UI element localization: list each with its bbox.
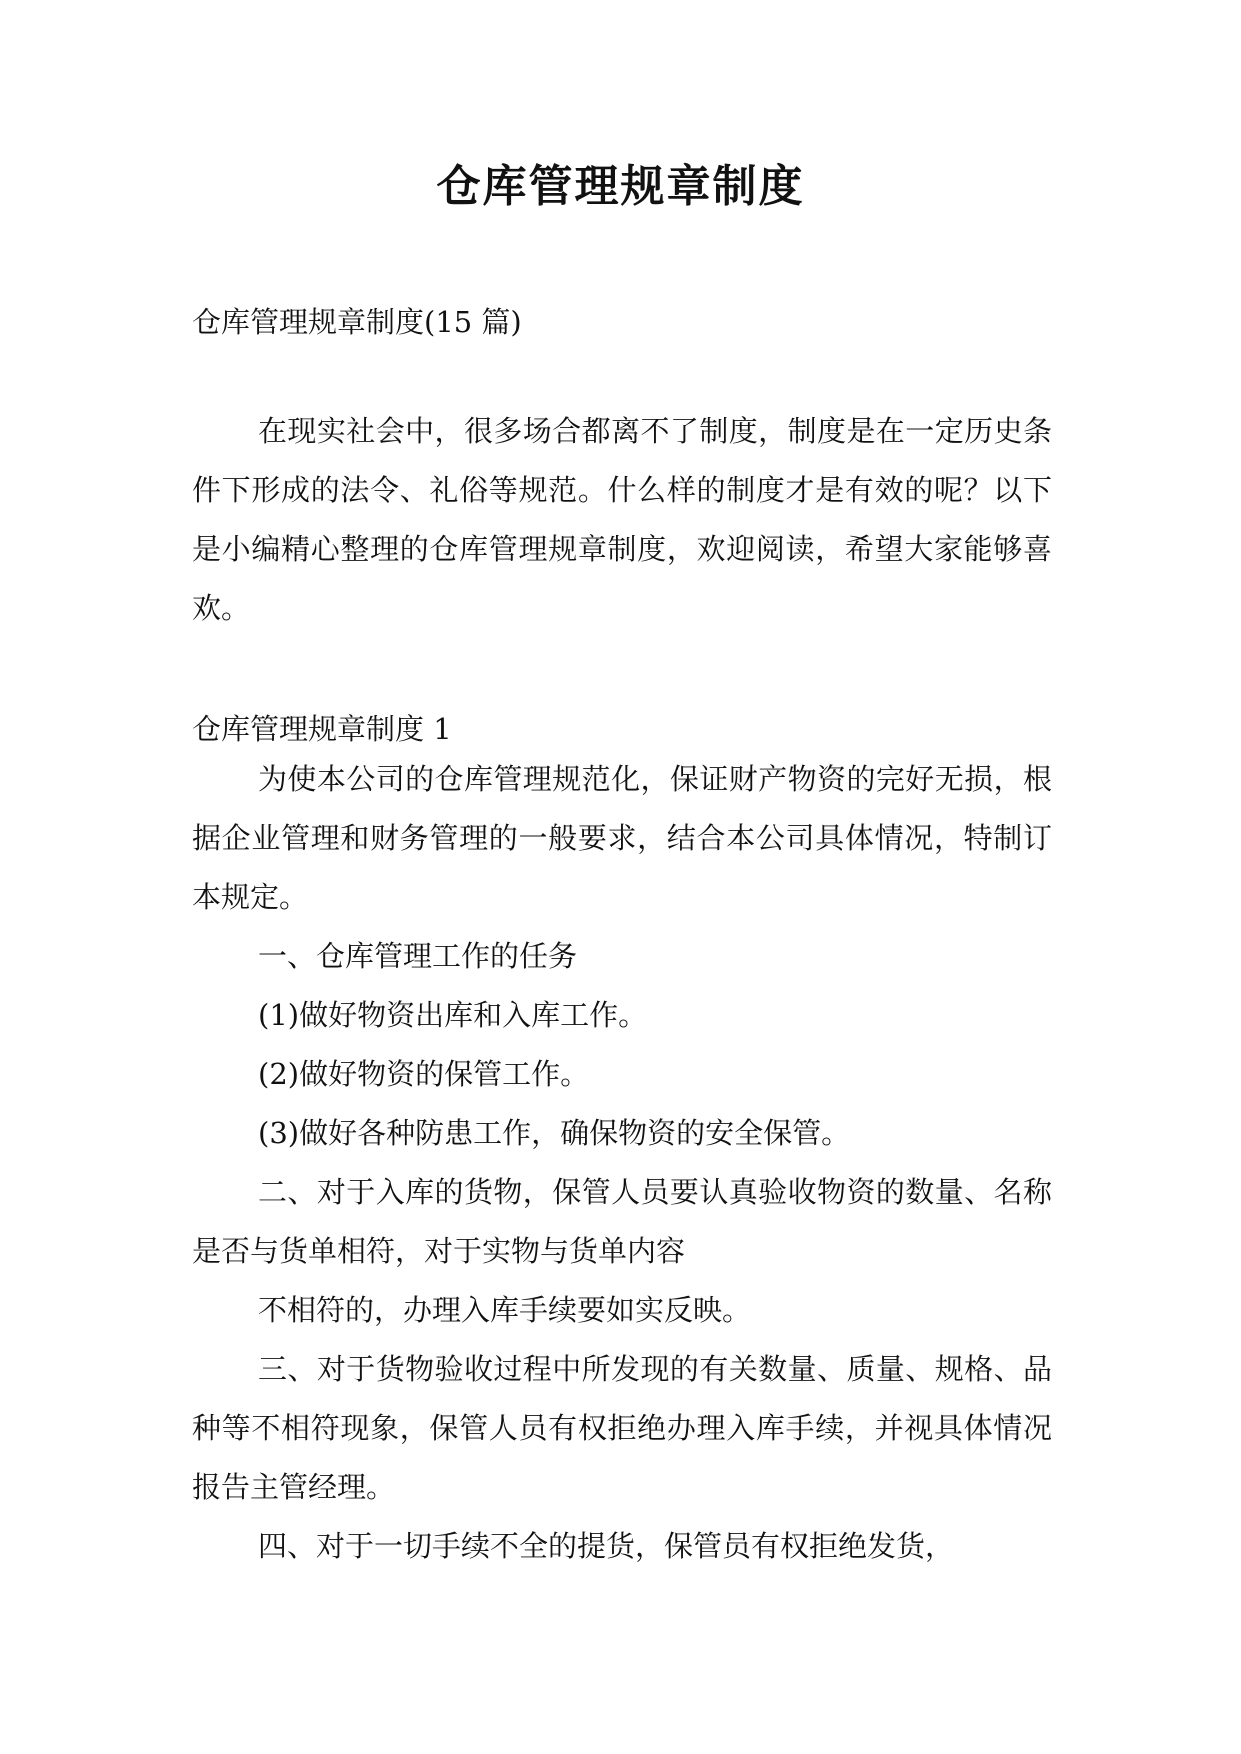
document-title: 仓库管理规章制度: [436, 161, 805, 212]
paragraph: 四、对于一切手续不全的提货，保管员有权拒绝发货，: [258, 1529, 955, 1563]
paragraph: (3)做好各种防患工作，确保物资的安全保管。: [258, 1116, 851, 1150]
intro-paragraph: 在现实社会中，很多场合都离不了制度，制度是在一定历史条件下形成的法令、礼俗等规范。什么样的制度才是有效的呢？以下是小编精心整理的仓库管理规章制度，欢迎阅读，希望大家能够喜欢。: [192, 414, 1052, 625]
paragraph: (2)做好物资的保管工作。: [258, 1057, 590, 1091]
paragraph: 三、对于货物验收过程中所发现的有关数量、质量、规格、品种等不相符现象，保管人员有权拒绝办理入库手续，并视具体情况报告主管经理。: [192, 1352, 1052, 1504]
paragraph: 二、对于入库的货物，保管人员要认真验收物资的数量、名称是否与货单相符，对于实物与货单内容: [192, 1175, 1052, 1268]
section-heading: 仓库管理规章制度 1: [192, 712, 452, 746]
paragraph: (1)做好物资出库和入库工作。: [258, 998, 648, 1032]
section-body: [192, 750, 1052, 1576]
paragraph: 不相符的，办理入库手续要如实反映。: [258, 1293, 752, 1327]
paragraph: 为使本公司的仓库管理规范化，保证财产物资的完好无损，根据企业管理和财务管理的一般要求，结合本公司具体情况，特制订本规定。: [192, 762, 1052, 914]
paragraph: 一、仓库管理工作的任务: [258, 939, 578, 973]
document-subtitle: 仓库管理规章制度(15 篇): [192, 305, 522, 339]
